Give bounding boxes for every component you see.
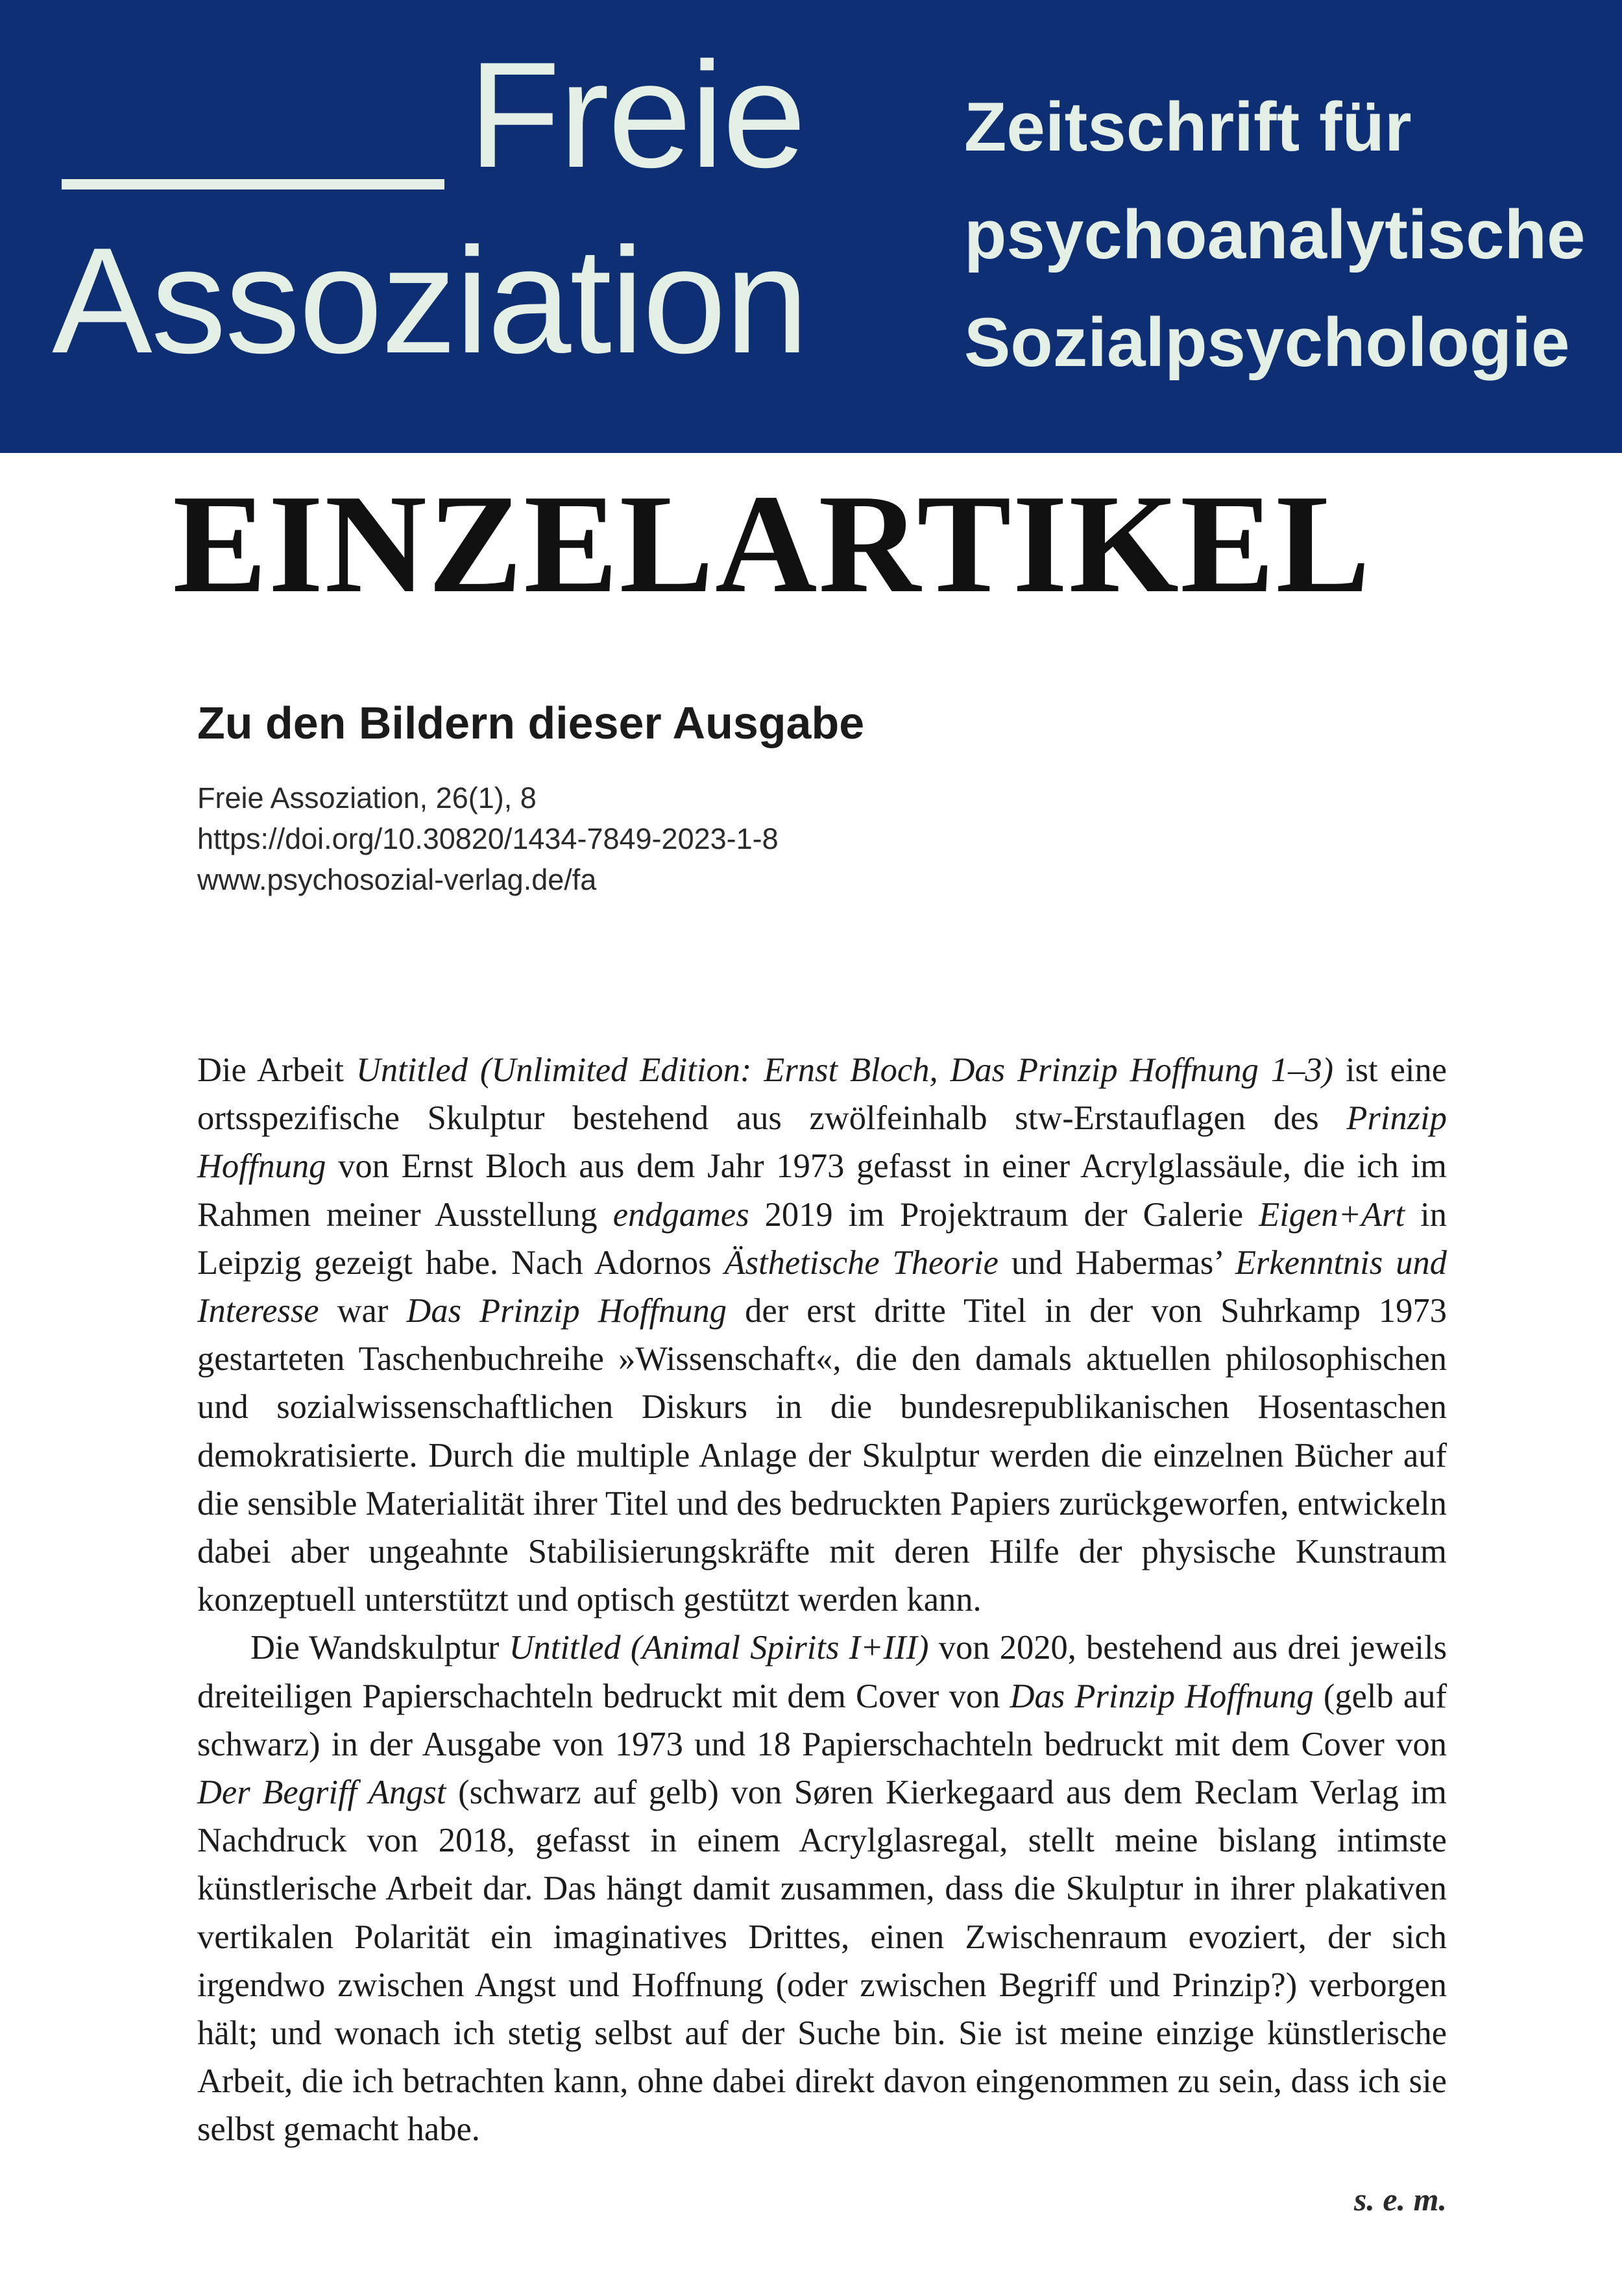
author-initials: s. e. m. bbox=[1353, 2181, 1447, 2217]
book-title: Das Prinzip Hoffnung bbox=[406, 1292, 727, 1330]
text-run: Die Arbeit bbox=[197, 1051, 356, 1089]
work-title: Untitled (Animal Spirits I+III) bbox=[509, 1629, 929, 1667]
text-run: der erst dritte Titel in der von Suhrkamp 1973 gestarteten Taschenbuchreihe »Wissenschaft«, die den damals aktuellen philosophischen und sozialwissenschaftlichen Diskurs in die bundesrepublikanischen Hosentaschen demokratisierte. Durch die multiple Anlage der Skulptur werden die einzelnen Bücher auf die sensible Materialität ihrer Titel und des bedruckten Papiers zurückgeworfen, entwickeln dabei aber ungeahnte Stabilisierungskräfte mit deren Hilfe der physische Kunstraum konzeptuell unterstützt und optisch gestützt werden kann. bbox=[197, 1292, 1447, 1619]
gallery-name: Eigen+Art bbox=[1259, 1195, 1405, 1234]
brand-underline-rule bbox=[62, 179, 444, 189]
tagline-line: Sozialpsychologie bbox=[964, 303, 1570, 381]
document-type-heading: EINZELARTIKEL bbox=[173, 466, 1372, 622]
book-title: Prinzip Hoffnung bbox=[197, 1099, 1447, 1186]
tagline-line: Zeitschrift für bbox=[964, 88, 1412, 165]
journal-name-line2: Assoziation bbox=[52, 217, 808, 385]
text-run: in Leipzig gezeigt habe. Nach Adornos bbox=[197, 1195, 1447, 1282]
tagline-line: psychoanalytische bbox=[964, 195, 1586, 273]
article-meta bbox=[197, 777, 779, 900]
book-title: Der Begriff Angst bbox=[197, 1774, 446, 1812]
journal-tagline bbox=[964, 73, 1585, 396]
text-run: (gelb auf schwarz) in der Ausgabe von 1973 und 18 Papierschachteln bedruckt mit dem Cover von bbox=[197, 1677, 1447, 1763]
text-run: 2019 im Projektraum der Galerie bbox=[749, 1195, 1259, 1234]
body-paragraph bbox=[197, 1624, 1447, 2153]
citation: Freie Assoziation, 26(1), 8 bbox=[197, 781, 537, 814]
text-run: von Ernst Bloch aus dem Jahr 1973 gefasst in einer Acrylglassäule, die ich im Rahmen meiner Ausstellung bbox=[197, 1147, 1447, 1234]
text-run: Die Wandskulptur bbox=[250, 1629, 509, 1667]
doi-link[interactable]: https://doi.org/10.30820/1434-7849-2023-1-8 bbox=[197, 822, 779, 855]
book-title: Ästhetische Theorie bbox=[724, 1243, 999, 1282]
text-run: (schwarz auf gelb) von Søren Kierkegaard aus dem Reclam Verlag im Nachdruck von 2018, gefasst in einem Acrylglasregal, stellt meine bislang intimste künstlerische Arbeit dar. Das hängt damit zusammen, dass die Skulptur in ihrer plakativen vertikalen Polarität ein imaginatives Drittes, einen Zwischenraum evoziert, der sich irgendwo zwischen Angst und Hoffnung (oder zwischen Begriff und Prinzip?) verborgen hält; und wonach ich stetig selbst auf der Suche bin. Sie ist meine einzige künstlerische Arbeit, die ich betrachten kann, ohne dabei direkt davon eingenommen zu sein, dass ich sie selbst gemacht habe. bbox=[197, 1774, 1447, 2149]
text-run: war bbox=[319, 1292, 407, 1330]
article-title: Zu den Bildern dieser Ausgabe bbox=[197, 698, 865, 748]
book-title: Das Prinzip Hoffnung bbox=[1010, 1677, 1314, 1715]
exhibition-title: endgames bbox=[612, 1195, 749, 1234]
book-title: Erkenntnis und Interesse bbox=[197, 1243, 1447, 1330]
text-run: und Habermas’ bbox=[998, 1243, 1235, 1282]
text-run: von 2020, bestehend aus drei jeweils dreiteiligen Papierschachteln bedruckt mit dem Cover von bbox=[197, 1629, 1447, 1715]
text-run: ist eine ortsspezifische Skulptur bestehend aus zwölfeinhalb stw-Erstauflagen des bbox=[197, 1051, 1447, 1138]
work-title: Untitled (Unlimited Edition: Ernst Bloch, Das Prinzip Hoffnung 1–3) bbox=[356, 1051, 1334, 1089]
article-body bbox=[197, 1046, 1447, 2154]
journal-name-line1: Freie bbox=[468, 31, 805, 199]
body-paragraph bbox=[197, 1046, 1447, 1624]
journal-header-banner bbox=[0, 0, 1622, 453]
website-link[interactable]: www.psychosozial-verlag.de/fa bbox=[197, 863, 597, 896]
